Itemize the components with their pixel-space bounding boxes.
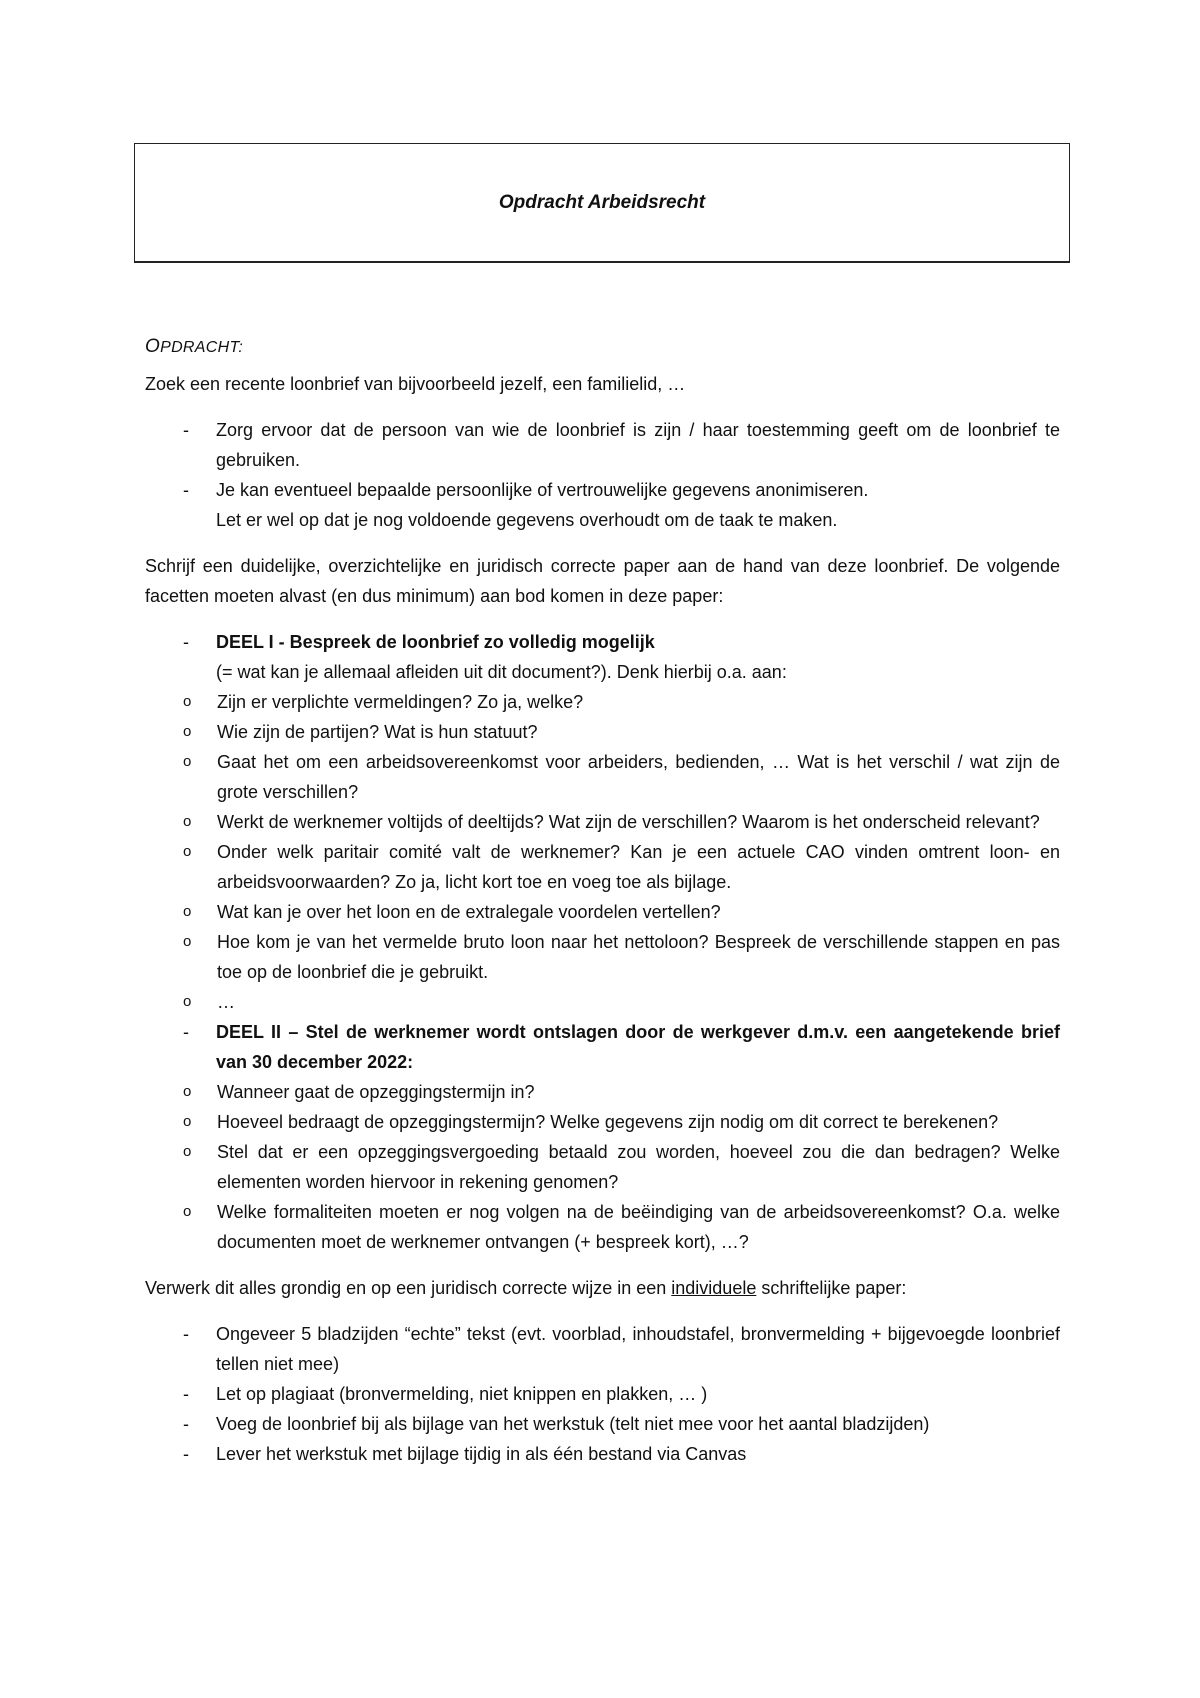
dash-bullet: - — [183, 1022, 189, 1042]
circle-bullet: o — [183, 933, 192, 950]
part-one-subtitle: (= wat kan je allemaal afleiden uit dit document?). Denk hierbij o.a. aan: — [216, 662, 787, 682]
question-text: Wanneer gaat de opzeggingstermijn in? — [217, 1082, 535, 1102]
question-text: Hoe kom je van het vermelde bruto loon naar het nettoloon? Bespreek de verschillende stappen en pas toe op de loonbrief die je gebruikt. — [217, 932, 1060, 982]
list-item — [145, 987, 1060, 1017]
paper-requirements-list — [145, 1319, 1060, 1469]
question-text: Wie zijn de partijen? Wat is hun statuut? — [217, 722, 538, 742]
list-item — [145, 897, 1060, 927]
paper-text-underlined: individuele — [671, 1278, 757, 1298]
list-item — [145, 1077, 1060, 1107]
heading-initial: O — [145, 336, 161, 357]
part-two — [145, 1017, 1060, 1257]
list-item — [145, 1439, 1060, 1469]
list-item — [145, 1107, 1060, 1137]
question-text: Gaat het om een arbeidsovereenkomst voor arbeiders, bedienden, … Wat is het verschil / wat zijn de grote verschillen? — [217, 752, 1060, 802]
circle-bullet: o — [183, 693, 192, 710]
requirements-paragraph: Schrijf een duidelijke, overzichtelijke en juridisch correcte paper aan de hand van deze loonbrief. De volgende facetten moeten alvast (en dus minimum) aan bod komen in deze paper: — [145, 556, 1060, 606]
list-item — [145, 927, 1060, 987]
circle-bullet: o — [183, 903, 192, 920]
part-two-questions — [145, 1077, 1060, 1257]
list-item — [145, 1319, 1060, 1379]
circle-bullet: o — [183, 1143, 192, 1160]
list-item — [145, 687, 1060, 717]
dash-bullet: - — [183, 1324, 189, 1344]
list-item — [145, 415, 1060, 475]
question-text: Onder welk paritair comité valt de werknemer? Kan je een actuele CAO vinden omtrent loon- en arbeidsvoorwaarden? Zo ja, licht kort toe en voeg toe als bijlage. — [217, 842, 1060, 892]
list-item — [145, 717, 1060, 747]
list-item-text: Je kan eventueel bepaalde persoonlijke of vertrouwelijke gegevens anonimiseren. — [216, 480, 869, 500]
circle-bullet: o — [183, 1083, 192, 1100]
list-item — [145, 1137, 1060, 1197]
question-text: Werkt de werknemer voltijds of deeltijds? Wat zijn de verschillen? Waarom is het onderscheid relevant? — [217, 812, 1040, 832]
list-item-text: Let er wel op dat je nog voldoende gegevens overhoudt om de taak te maken. — [216, 510, 838, 530]
paper-text-after: schriftelijke paper: — [756, 1278, 907, 1298]
list-item — [145, 747, 1060, 807]
part-one-questions — [145, 687, 1060, 1017]
list-item-text: Lever het werkstuk met bijlage tijdig in als één bestand via Canvas — [216, 1444, 747, 1464]
instructions-list — [145, 415, 1060, 535]
list-item — [145, 1379, 1060, 1409]
question-text: Stel dat er een opzeggingsvergoeding betaald zou worden, hoeveel zou die dan bedragen? Welke elementen worden hiervoor in rekening genomen? — [217, 1142, 1060, 1192]
circle-bullet: o — [183, 843, 192, 860]
document-title: Opdracht Arbeidsrecht — [498, 191, 706, 213]
dash-bullet: - — [183, 1414, 189, 1434]
question-text: Wat kan je over het loon en de extralegale voordelen vertellen? — [217, 902, 721, 922]
list-item-text: Let op plagiaat (bronvermelding, niet knippen en plakken, … ) — [216, 1384, 708, 1404]
circle-bullet: o — [183, 1113, 192, 1130]
question-text: Welke formaliteiten moeten er nog volgen na de beëindiging van de arbeidsovereenkomst? O.a. welke documenten moet de werknemer ontvangen (+ bespreek kort), …? — [217, 1202, 1060, 1252]
list-item-text: Ongeveer 5 bladzijden “echte” tekst (evt. voorblad, inhoudstafel, bronvermelding + bijgevoegde loonbrief tellen niet mee) — [216, 1324, 1060, 1374]
paper-paragraph — [145, 1273, 1060, 1303]
dash-bullet: - — [183, 480, 189, 500]
part-one-title: DEEL I - Bespreek de loonbrief zo volledig mogelijk — [216, 632, 655, 652]
circle-bullet: o — [183, 1203, 192, 1220]
dash-bullet: - — [183, 1384, 189, 1404]
question-text: Zijn er verplichte vermeldingen? Zo ja, welke? — [217, 692, 584, 712]
list-item — [145, 837, 1060, 897]
paper-text-before: Verwerk dit alles grondig en op een juridisch correcte wijze in een — [145, 1278, 672, 1298]
dash-bullet: - — [183, 420, 189, 440]
list-item — [145, 475, 1060, 535]
list-item-text: Voeg de loonbrief bij als bijlage van het werkstuk (telt niet mee voor het aantal bladzijden) — [216, 1414, 930, 1434]
intro-paragraph: Zoek een recente loonbrief van bijvoorbeeld jezelf, een familielid, … — [145, 374, 686, 394]
part-one — [145, 627, 1060, 1017]
circle-bullet: o — [183, 753, 192, 770]
part-two-title: DEEL II – Stel de werknemer wordt ontslagen door de werkgever d.m.v. een aangetekende brief van 30 december 2022: — [216, 1022, 1060, 1072]
list-item-text: Zorg ervoor dat de persoon van wie de loonbrief is zijn / haar toestemming geeft om de loonbrief te gebruiken. — [216, 420, 1060, 470]
section-heading — [145, 332, 1060, 363]
question-text: … — [217, 992, 235, 1012]
document-body — [145, 332, 1060, 1485]
dash-bullet: - — [183, 632, 189, 652]
heading-rest: PDRACHT: — [160, 339, 244, 356]
list-item — [145, 807, 1060, 837]
list-item — [145, 1409, 1060, 1439]
dash-bullet: - — [183, 1444, 189, 1464]
parts-list — [145, 627, 1060, 1257]
title-box — [134, 143, 1070, 263]
circle-bullet: o — [183, 813, 192, 830]
circle-bullet: o — [183, 993, 192, 1010]
list-item — [145, 1197, 1060, 1257]
circle-bullet: o — [183, 723, 192, 740]
question-text: Hoeveel bedraagt de opzeggingstermijn? Welke gegevens zijn nodig om dit correct te berekenen? — [217, 1112, 999, 1132]
